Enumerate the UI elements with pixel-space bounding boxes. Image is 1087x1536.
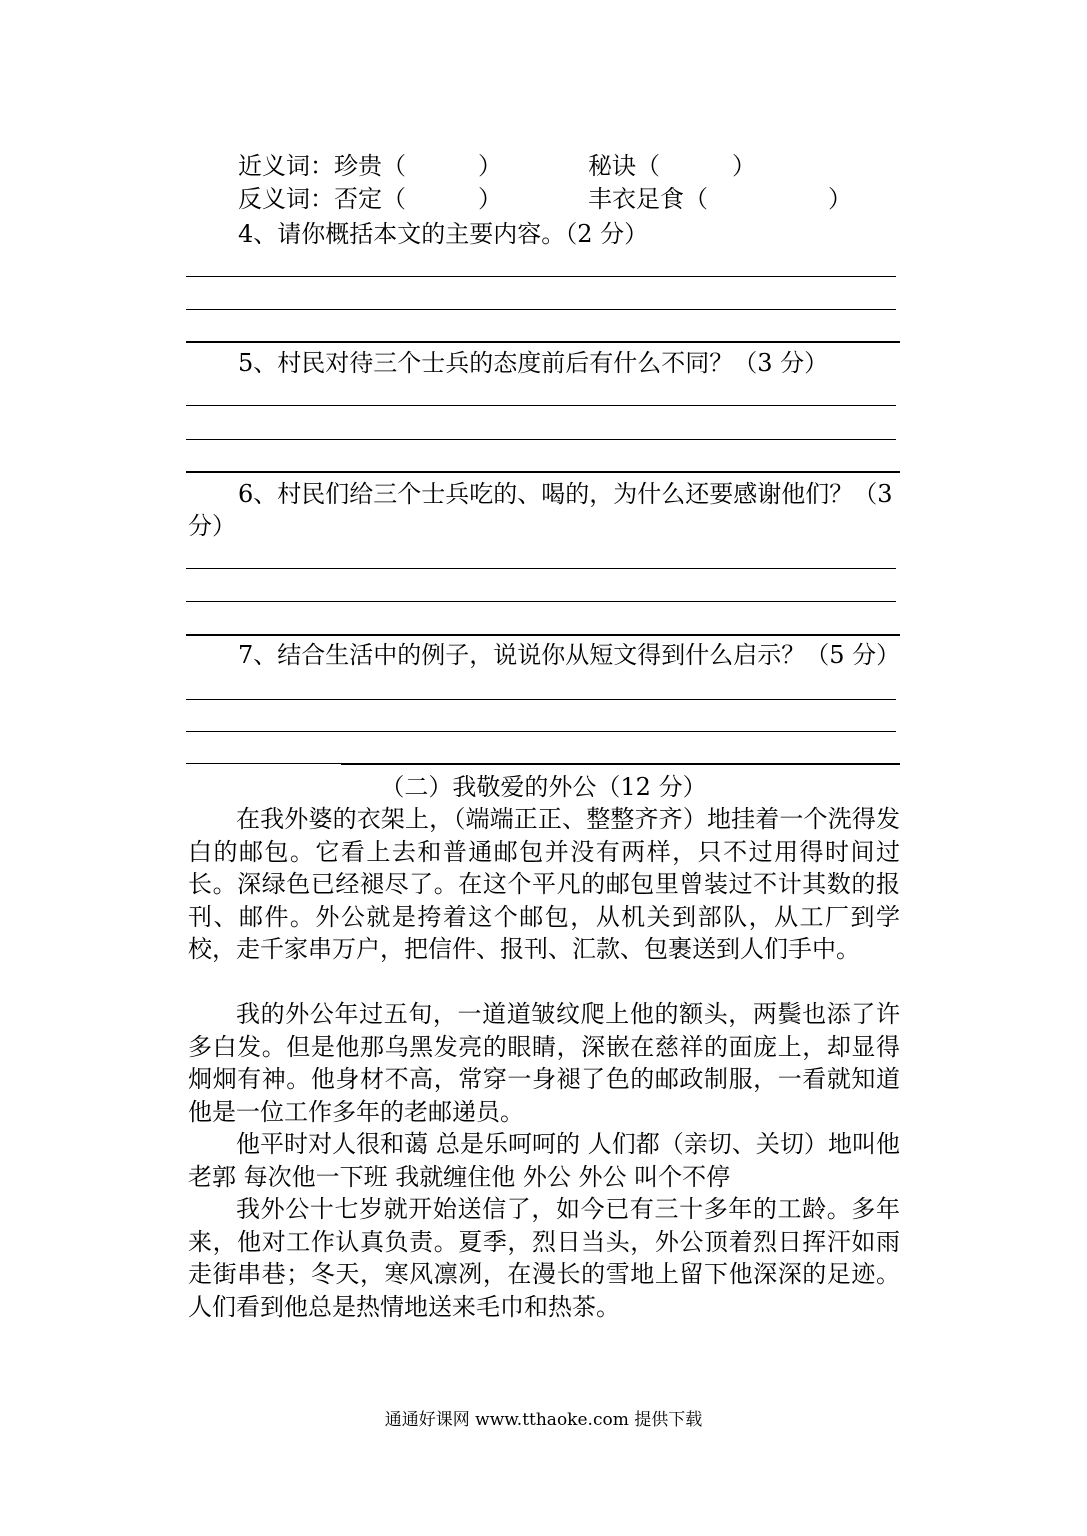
synonyms-label: 近义词： (238, 152, 334, 180)
answer-line[interactable] (186, 568, 896, 569)
question-6-line-2: 分） (188, 512, 236, 540)
question-5: 5、村民对待三个士兵的态度前后有什么不同？（3 分） (238, 349, 829, 377)
answer-line[interactable] (186, 763, 341, 764)
antonym-word-2: 丰衣足食（ ） (588, 185, 852, 213)
question-4: 4、请你概括本文的主要内容。（2 分） (238, 220, 649, 248)
answer-line[interactable] (186, 341, 900, 343)
antonym-word-1: 否定（ ） (334, 185, 502, 213)
answer-line[interactable] (186, 471, 900, 473)
synonym-word-2: 秘诀（ ） (588, 152, 756, 180)
page-footer: 通通好课网 www.tthaoke.com 提供下载 (384, 1410, 703, 1430)
section-title: （二）我敬爱的外公（12 分） (380, 773, 707, 801)
answer-line[interactable] (186, 731, 896, 732)
answer-line[interactable] (186, 276, 896, 277)
passage-paragraph-3: 他平时对人很和蔼 总是乐呵呵的 人们都（亲切、关切）地叫他 老郭 每次他一下班 我就缠住他 外公 外公 叫个不停 (188, 1130, 900, 1191)
answer-line[interactable] (186, 439, 896, 440)
answer-line[interactable] (186, 309, 896, 310)
question-7: 7、结合生活中的例子，说说你从短文得到什么启示？（5 分） (238, 641, 901, 669)
synonym-word-1: 珍贵（ ） (334, 152, 502, 180)
question-6-line-1: 6、村民们给三个士兵吃的、喝的，为什么还要感谢他们？（3 (238, 480, 893, 508)
passage-paragraph-4: 我外公十七岁就开始送信了，如今已有三十多年的工龄。多年来，他对工作认真负责。夏季，烈日当头，外公顶着烈日挥汗如雨走街串巷；冬天，寒风凛冽，在漫长的雪地上留下他深深的足迹。人们看到他总是热情地送来毛巾和热茶。 (188, 1195, 900, 1321)
answer-line[interactable] (186, 601, 896, 602)
passage-paragraph-1: 在我外婆的衣架上，（端端正正、整整齐齐）地挂着一个洗得发白的邮包。它看上去和普通邮包并没有两样，只不过用得时间过长。深绿色已经褪尽了。在这个平凡的邮包里曾装过不计其数的报刊、邮件。外公就是挎着这个邮包，从机关到部队，从工厂到学校，走千家串万户，把信件、报刊、汇款、包裹送到人们手中。 (188, 805, 900, 963)
answer-line[interactable] (186, 405, 896, 406)
answer-line[interactable] (341, 763, 900, 765)
answer-line[interactable] (186, 699, 896, 700)
passage-paragraph-2: 我的外公年过五旬，一道道皱纹爬上他的额头，两鬓也添了许多白发。但是他那乌黑发亮的眼睛，深嵌在慈祥的面庞上，却显得炯炯有神。他身材不高，常穿一身褪了色的邮政制服，一看就知道他是一位工作多年的老邮递员。 (188, 1000, 900, 1126)
antonyms-label: 反义词： (238, 185, 334, 213)
answer-line[interactable] (186, 634, 900, 636)
